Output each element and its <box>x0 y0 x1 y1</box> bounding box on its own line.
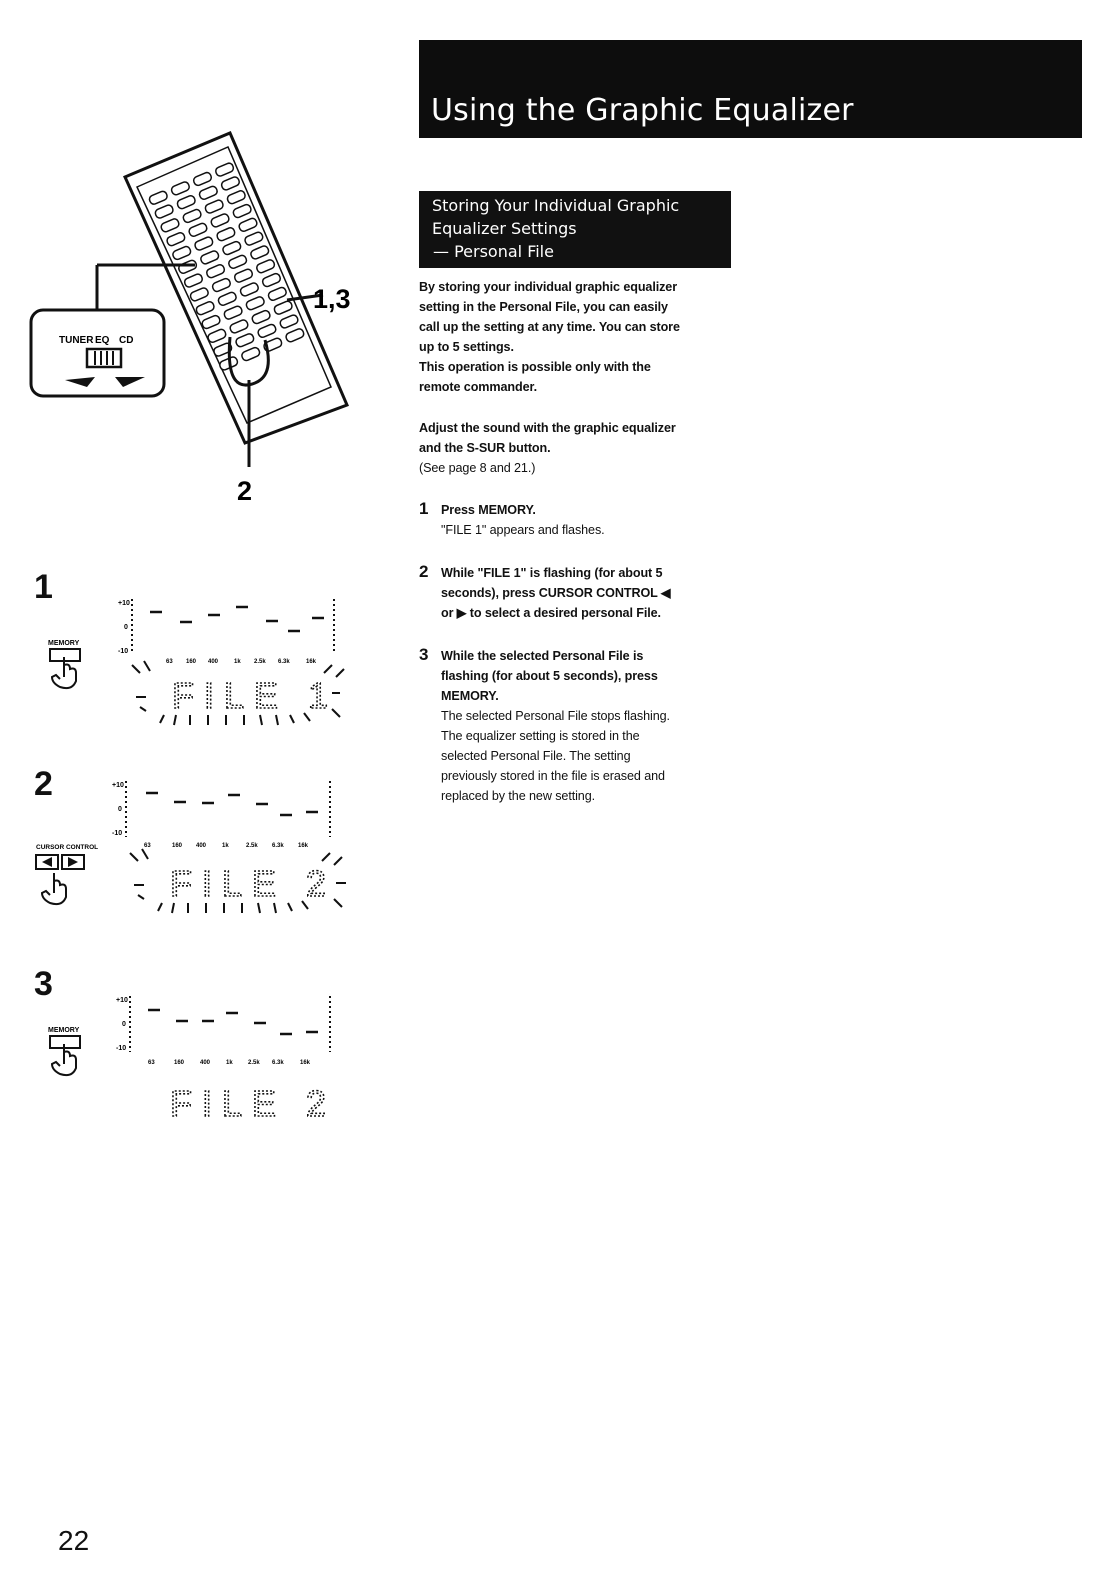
display-step-1 <box>40 585 370 735</box>
section-heading <box>419 191 731 268</box>
switch-label-cd: CD <box>119 335 134 346</box>
scale-bottom: -10 <box>116 1045 127 1052</box>
step-line: The equalizer setting is stored in the <box>441 729 640 743</box>
step-line: seconds), press CURSOR CONTROL ◀ <box>441 586 671 600</box>
scale-bottom: -10 <box>112 830 123 837</box>
section-heading-line: Equalizer Settings <box>432 219 577 238</box>
step-line: or ▶ to select a desired personal File. <box>441 606 661 620</box>
step-line: previously stored in the file is erased and <box>441 769 665 783</box>
band-label: 63 <box>144 843 151 849</box>
scale-mid: 0 <box>124 624 128 631</box>
band-label: 160 <box>186 659 197 665</box>
adjust-line: and the S-SUR button. <box>419 441 551 455</box>
step-number: 3 <box>419 645 429 664</box>
memory-button-icon <box>50 649 80 688</box>
figure-step-number: 3 <box>34 965 53 1003</box>
cursor-control-buttons <box>36 855 84 904</box>
display-file-text: FILE 2 <box>170 863 337 904</box>
switch-label-tuner: TUNER <box>59 335 94 346</box>
callout-step-2: 2 <box>237 476 253 506</box>
band-label: 400 <box>200 1060 211 1066</box>
switch-label-eq: EQ <box>95 335 110 346</box>
step-line: MEMORY. <box>441 689 499 703</box>
scale-top: +10 <box>112 782 124 789</box>
remote-commander-illustration <box>25 125 395 515</box>
display-step-2 <box>30 775 375 935</box>
eq-levels <box>146 793 318 815</box>
step-line: flashing (for about 5 seconds), press <box>441 669 658 683</box>
band-label: 1k <box>226 1060 233 1066</box>
button-label: CURSOR CONTROL <box>36 844 99 851</box>
scale-top: +10 <box>116 997 128 1004</box>
band-label: 63 <box>166 659 173 665</box>
intro-line: call up the setting at any time. You can store <box>419 320 680 334</box>
function-switch-callout <box>31 265 195 396</box>
header-bar <box>419 40 1082 138</box>
adjust-instruction <box>419 418 739 478</box>
section-heading-line: — Personal File <box>433 242 554 261</box>
step-line: While the selected Personal File is <box>441 649 644 663</box>
button-label: MEMORY <box>48 1027 80 1034</box>
step-line: replaced by the new setting. <box>441 789 596 803</box>
band-label: 160 <box>172 843 183 849</box>
scale-top: +10 <box>118 600 130 607</box>
intro-line: This operation is possible only with the <box>419 360 651 374</box>
step-line: "FILE 1" appears and flashes. <box>441 523 605 537</box>
band-label: 2.5k <box>254 659 266 665</box>
memory-button-icon <box>50 1036 80 1075</box>
callout-step-1-3: 1,3 <box>313 284 351 314</box>
band-label: 2.5k <box>246 843 258 849</box>
adjust-line: Adjust the sound with the graphic equalizer <box>419 421 676 435</box>
eq-levels <box>148 1010 318 1034</box>
page-title: Using the Graphic Equalizer <box>431 93 854 128</box>
intro-paragraph <box>419 277 739 397</box>
figure-step-number: 2 <box>34 765 53 803</box>
display-file-text: FILE 2 <box>170 1083 337 1124</box>
display-step-3 <box>40 990 380 1130</box>
band-label: 16k <box>306 659 317 665</box>
band-label: 6.3k <box>272 1060 284 1066</box>
display-file-text: FILE 1 <box>172 675 339 716</box>
step-line: The selected Personal File stops flashing. <box>441 709 670 723</box>
band-label: 1k <box>234 659 241 665</box>
scale-bottom: -10 <box>118 648 129 655</box>
scale-mid: 0 <box>122 1021 126 1028</box>
eq-levels <box>150 607 324 631</box>
step-line: selected Personal File. The setting <box>441 749 631 763</box>
step-number: 2 <box>419 562 429 581</box>
scale-mid: 0 <box>118 806 122 813</box>
band-label: 16k <box>300 1060 311 1066</box>
intro-line: By storing your individual graphic equalizer <box>419 280 678 294</box>
figure-step-number: 1 <box>34 568 53 606</box>
button-label: MEMORY <box>48 640 80 647</box>
band-label: 63 <box>148 1060 155 1066</box>
step-line: While "FILE 1" is flashing (for about 5 <box>441 566 663 580</box>
band-label: 6.3k <box>272 843 284 849</box>
intro-line: setting in the Personal File, you can easily <box>419 300 668 314</box>
adjust-note: (See page 8 and 21.) <box>419 461 536 475</box>
band-label: 160 <box>174 1060 185 1066</box>
band-label: 6.3k <box>278 659 290 665</box>
band-label: 16k <box>298 843 309 849</box>
step-line: Press MEMORY. <box>441 503 536 517</box>
band-label: 400 <box>208 659 219 665</box>
step-number: 1 <box>419 499 429 518</box>
section-heading-line: Storing Your Individual Graphic <box>432 196 680 215</box>
slide-switch <box>87 349 121 367</box>
intro-line: remote commander. <box>419 380 537 394</box>
intro-line: up to 5 settings. <box>419 340 514 354</box>
page-number: 22 <box>58 1525 90 1556</box>
band-label: 1k <box>222 843 229 849</box>
band-label: 2.5k <box>248 1060 260 1066</box>
band-label: 400 <box>196 843 207 849</box>
